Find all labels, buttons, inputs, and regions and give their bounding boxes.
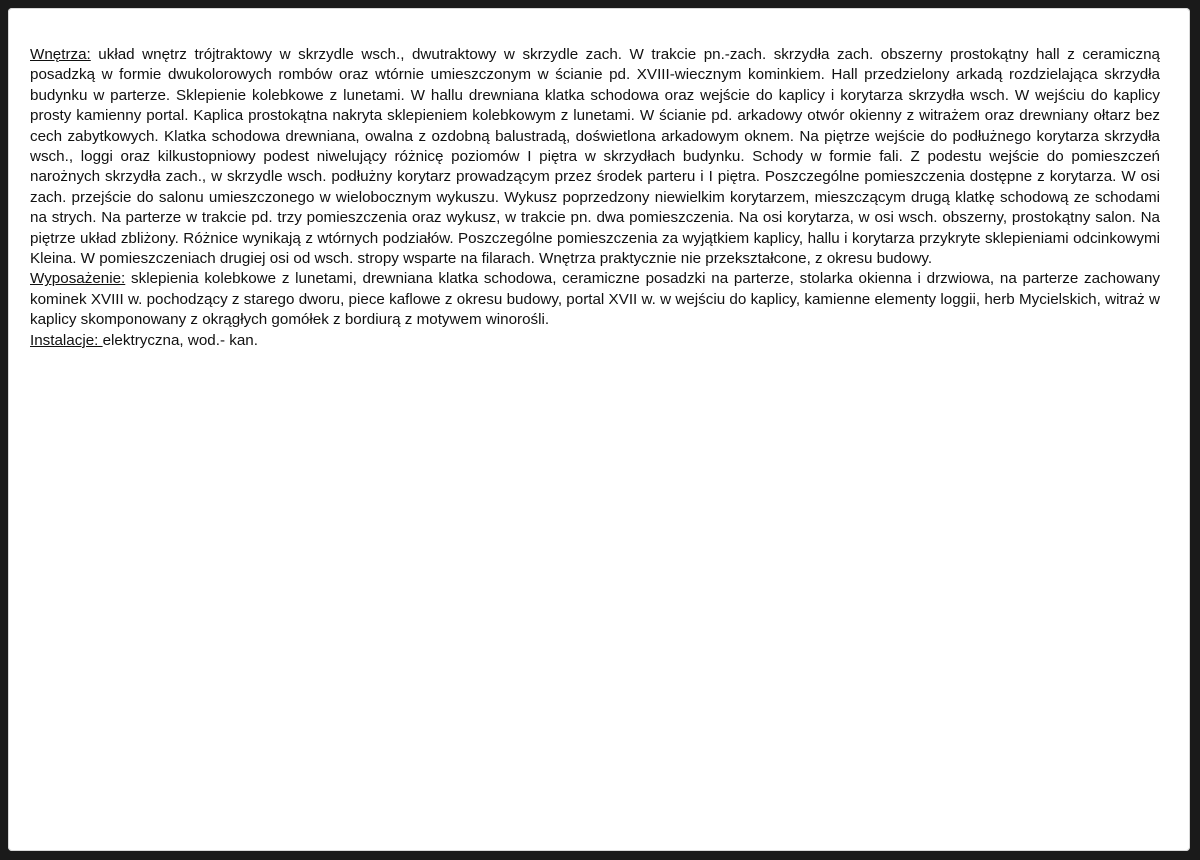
section-text-instalacje: elektryczna, wod.- kan. [102,331,258,349]
section-wnetrza [30,45,1160,269]
section-label-wnetrza: Wnętrza: [30,46,91,63]
document-body [30,45,1160,351]
section-label-instalacje: Instalacje: [30,331,103,349]
section-wyposazenie [30,269,1160,330]
document-page [8,8,1190,851]
section-instalacje [30,331,1160,351]
section-text-wnetrza: układ wnętrz trójtraktowy w skrzydle wsch., dwutraktowy w skrzydle zach. W trakcie pn.-zach. skrzydła zach. obszerny prostokątny hall z ceramiczną posadzką w formie dwukolorowych rombów oraz wtórnie umieszczonym w ścianie pd. XVIII-wiecznym kominkiem. Hall przedzielony arkadą rozdzielająca skrzydła budynku w parterze. Sklepienie kolebkowe z lunetami. W hallu drewniana klatka schodowa oraz wejście do kaplicy i korytarza skrzydła wsch. W wejściu do kaplicy prosty kamienny portal. Kaplica prostokątna nakryta sklepieniem kolebkowym z lunetami. W ścianie pd. arkadowy otwór okienny z witrażem oraz drewniany ołtarz bez cech zabytkowych. Klatka schodowa drewniana, owalna z ozdobną balustradą, doświetlona arkadowym oknem. Na piętrze wejście do podłużnego korytarza skrzydła wsch., loggi oraz kilkustopniowy podest niwelujący różnicę poziomów I piętra w skrzydłach budynku. Schody w formie fali. Z podestu wejście do pomieszczeń narożnych skrzydła zach., w skrzydle wsch. podłużny korytarz prowadzącym przez środek parteru i I piętra. Poszczególne pomieszczenia dostępne z korytarza. W osi zach. przejście do salonu umieszczonego w wielobocznym wykuszu. Wykusz poprzedzony niewielkim korytarzem, mieszczącym drugą klatkę schodową ze schodami na strych. Na parterze w trakcie pd. trzy pomieszczenia oraz wykusz, w trakcie pn. dwa pomieszczenia. Na osi korytarza, w osi wsch. obszerny, prostokątny salon. Na piętrze układ zbliżony. Różnice wynikają z wtórnych podziałów. Poszczególne pomieszczenia za wyjątkiem kaplicy, hallu i korytarza przykryte sklepieniami odcinkowymi Kleina. W pomieszczeniach drugiej osi od wsch. stropy wsparte na filarach. Wnętrza praktycznie nie przekształcone, z okresu budowy. [30,46,1160,268]
section-text-wyposazenie: sklepienia kolebkowe z lunetami, drewniana klatka schodowa, ceramiczne posadzki na parterze, stolarka okienna i drzwiowa, na parterze zachowany kominek XVIII w. pochodzący z starego dworu, piece kaflowe z okresu budowy, portal XVII w. w wejściu do kaplicy, kamienne elementy loggii, herb Mycielskich, witraż w kaplicy skomponowany z okrągłych gomółek z bordiurą z motywem winorośli. [30,270,1160,329]
section-label-wyposazenie: Wyposażenie: [30,270,126,288]
